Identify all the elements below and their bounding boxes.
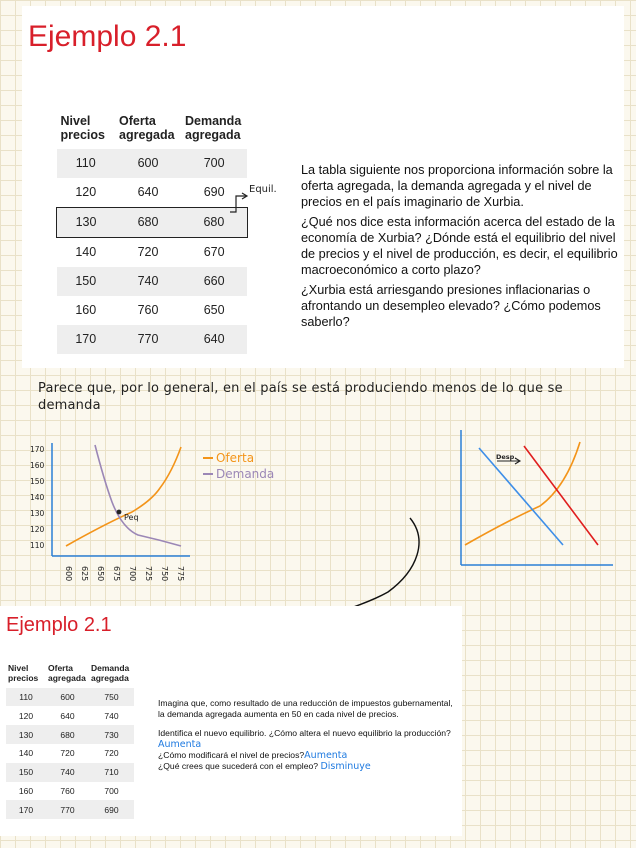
paragraph: ¿Qué nos dice esta información acerca del estado de la economía de Xurbia? ¿Dónde está el equilibrio del nivel de precios y el nivel de producción, es decir, el equilibrio macroeconómico a corto plazo? xyxy=(301,215,618,277)
header-level: Nivel precios xyxy=(60,114,105,143)
answer-3: Disminuye xyxy=(320,761,371,772)
x-tick-label: 600 xyxy=(64,566,73,582)
example-1-title: Ejemplo 2.1 xyxy=(28,20,187,53)
y-tick-label: 120 xyxy=(30,525,45,534)
handwritten-note: Parece que, por lo general, en el país se está produciendo menos de lo que se demanda xyxy=(38,381,563,413)
table-row: 130 680 730 xyxy=(6,725,134,744)
question-1: Identifica el nuevo equilibrio. ¿Cómo altera el nuevo equilibrio la producción? xyxy=(158,728,451,738)
y-tick-label: 160 xyxy=(30,461,45,470)
table-row: 110 600 700 xyxy=(57,149,248,178)
table-row-equilibrium: 130 680 680 xyxy=(57,207,248,237)
answer-1: Aumenta xyxy=(158,739,202,750)
example-card-2 xyxy=(0,606,462,836)
table-row: 160 760 650 xyxy=(75,303,225,318)
table-row: 110 600 750 xyxy=(6,688,134,707)
table-row: 170 770 640 xyxy=(57,325,248,354)
x-tick-label: 725 xyxy=(144,566,153,582)
question-3: ¿Qué crees que sucederá con el empleo? xyxy=(158,761,319,771)
paragraph: ¿Xurbia está arriesgando presiones inflacionarias o afrontando un desempleo elevado? ¿Cómo podemos saberlo? xyxy=(301,283,601,329)
example-2-text xyxy=(158,698,458,772)
question-2: ¿Cómo modificará el nivel de precios? xyxy=(158,750,305,760)
header-supply: Oferta agregada xyxy=(48,663,86,683)
x-tick-label: 700 xyxy=(128,566,137,582)
x-tick-label: 750 xyxy=(160,566,169,582)
table-row: 160 760 700 xyxy=(18,785,119,796)
shift-label: Desp. xyxy=(496,453,517,461)
x-tick-label: 650 xyxy=(96,566,105,582)
table-row: 170 770 690 xyxy=(6,800,134,819)
x-tick-label: 775 xyxy=(176,566,185,582)
x-tick-label: 675 xyxy=(112,566,121,582)
y-tick-label: 130 xyxy=(30,509,45,518)
y-tick-label: 110 xyxy=(30,541,45,550)
table-row: 120 640 740 xyxy=(18,710,119,721)
paragraph: La tabla siguiente nos proporciona información sobre la oferta agregada, la demanda agregada y el nivel de precios en el país imaginario de Xurbia. xyxy=(301,163,613,209)
table-row: 140 720 670 xyxy=(75,245,225,260)
x-tick-label: 625 xyxy=(80,566,89,582)
equilibrium-note: Equil. xyxy=(249,184,277,195)
header-level: Nivel precios xyxy=(8,663,39,683)
legend-demanda: Demanda xyxy=(216,467,275,481)
header-demand: Demanda agregada xyxy=(91,663,130,683)
example-2-table xyxy=(6,664,134,819)
example-2-title: Ejemplo 2.1 xyxy=(6,614,112,636)
answer-2: Aumenta xyxy=(304,750,348,761)
equilibrium-label: Peq xyxy=(124,513,139,522)
table-row: 150 740 660 xyxy=(57,267,248,296)
table-row: 140 720 720 xyxy=(18,748,119,759)
y-tick-label: 140 xyxy=(30,493,45,502)
y-tick-label: 170 xyxy=(30,445,45,454)
table-row: 120 640 690 xyxy=(75,185,225,200)
y-tick-label: 150 xyxy=(30,477,45,486)
header-demand: Demanda agregada xyxy=(185,114,242,143)
header-supply: Oferta agregada xyxy=(119,114,175,143)
table-row: 150 740 710 xyxy=(6,763,134,782)
legend-oferta: Oferta xyxy=(216,451,255,465)
paragraph: Imagina que, como resultado de una reducción de impuestos gubernamental, la demanda agregada aumenta en 50 en cada nivel de precios. xyxy=(158,698,453,719)
